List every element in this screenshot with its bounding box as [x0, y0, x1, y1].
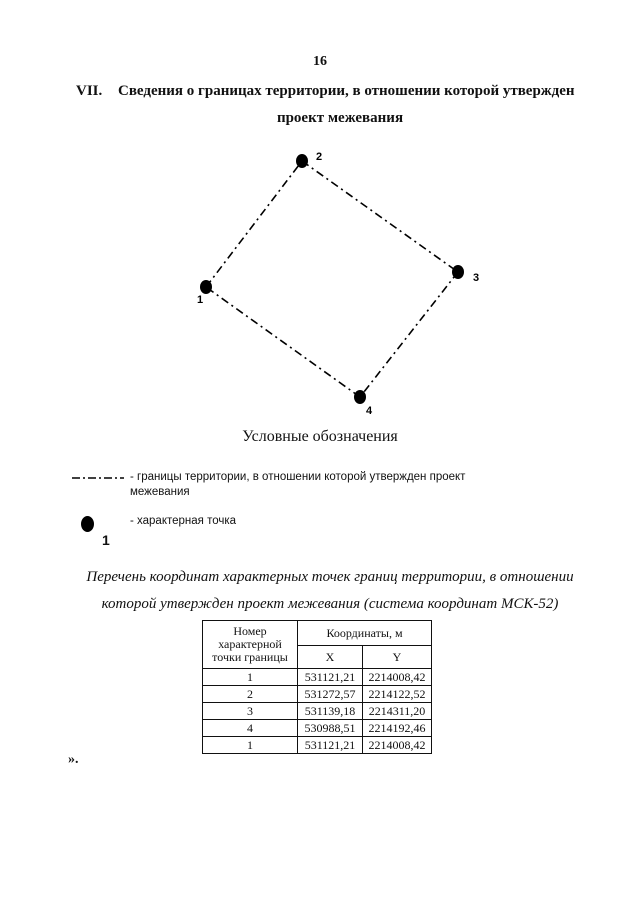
boundary-point-1-marker	[200, 280, 212, 294]
cell-y: 2214122,52	[363, 686, 432, 703]
legend-point-label: 1	[102, 532, 110, 548]
boundary-segment-4-1	[206, 287, 360, 397]
table-row	[203, 737, 432, 754]
header-y: Y	[363, 646, 432, 669]
closing-mark: ».	[68, 752, 79, 767]
cell-x: 531121,21	[298, 737, 363, 754]
boundary-point-2-marker	[296, 154, 308, 168]
header-coordinates: Координаты, м	[298, 621, 432, 646]
boundary-point-4-marker	[354, 390, 366, 404]
cell-x: 531139,18	[298, 703, 363, 720]
boundary-polygon	[206, 161, 458, 397]
page-number: 16	[313, 54, 327, 69]
boundary-point-3-marker	[452, 265, 464, 279]
cell-y: 2214311,20	[363, 703, 432, 720]
section-title-line2: проект межевания	[276, 110, 404, 126]
cell-point: 1	[203, 737, 298, 754]
table-row	[203, 686, 432, 703]
cell-x: 531272,57	[298, 686, 363, 703]
legend-boundary-text: - границы территории, в отношении которой утвержден проект межевания	[130, 471, 466, 498]
cell-y: 2214008,42	[363, 669, 432, 686]
cell-y: 2214008,42	[363, 737, 432, 754]
coordinates-title-line2: которой утвержден проект межевания (система координат МСК-52)	[101, 596, 559, 612]
section-number: VII.	[76, 83, 103, 99]
cell-point: 1	[203, 669, 298, 686]
legend-point-text: - характерная точка	[130, 515, 237, 527]
header-point-number: Номер характерной точки границы	[203, 621, 298, 669]
legend-point-icon	[81, 516, 94, 532]
boundary-point-4-label: 4	[366, 405, 373, 417]
boundary-segment-2-3	[302, 161, 458, 272]
legend-boundary-line-icon	[72, 477, 124, 479]
table-row	[203, 703, 432, 720]
coordinates-table	[202, 620, 432, 754]
cell-y: 2214192,46	[363, 720, 432, 737]
coordinates-title-line1: Перечень координат характерных точек границ территории, в отношении	[86, 569, 574, 585]
cell-point: 3	[203, 703, 298, 720]
boundary-segment-1-2	[206, 161, 302, 287]
cell-x: 531121,21	[298, 669, 363, 686]
cell-point: 4	[203, 720, 298, 737]
cell-point: 2	[203, 686, 298, 703]
boundary-point-3-label: 3	[473, 272, 480, 284]
boundary-segment-3-4	[360, 272, 458, 397]
boundary-point-2-label: 2	[316, 151, 323, 163]
table-row	[203, 720, 432, 737]
cell-x: 530988,51	[298, 720, 363, 737]
legend-title: Условные обозначения	[242, 428, 398, 445]
section-title-line1: Сведения о границах территории, в отношении которой утвержден	[118, 83, 575, 99]
table-row	[203, 669, 432, 686]
boundary-point-1-label: 1	[197, 294, 204, 306]
header-x: X	[298, 646, 363, 669]
